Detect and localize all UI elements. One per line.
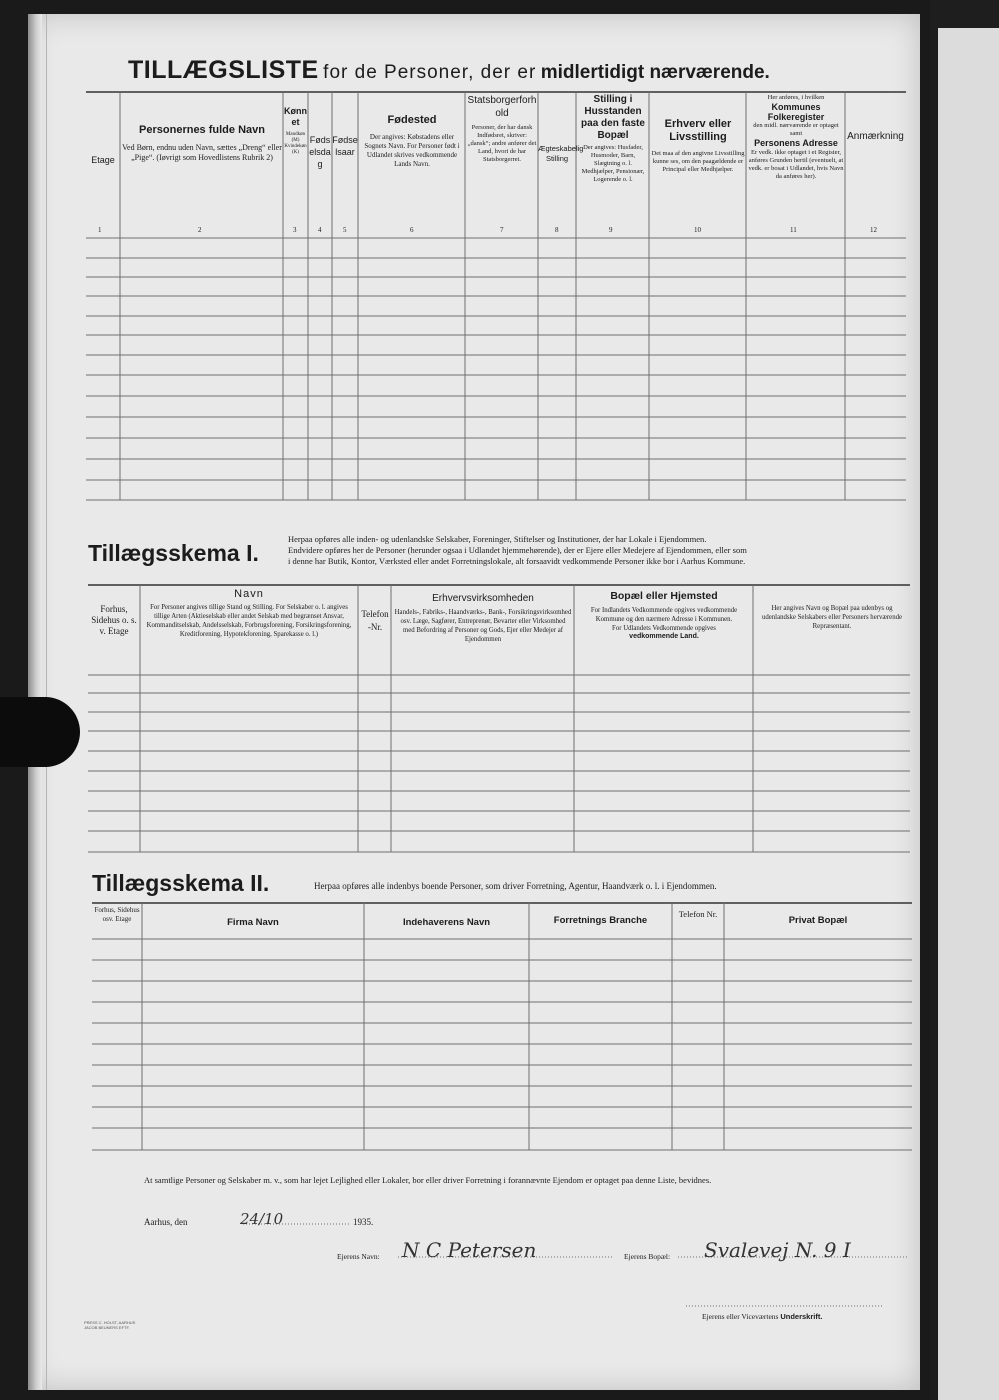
col-num-10: 10 xyxy=(694,226,701,234)
signature-label: Ejerens eller Viceværtens xyxy=(702,1312,779,1321)
signature-caption xyxy=(702,1312,822,1321)
skema1-bopael-desc2: For Udlandets Vedkommende opgives xyxy=(612,625,716,632)
skema1-line1: Herpaa opføres alle inden- og udenlandske Selskaber, Foreninger, Stiftelser og Institutioner, der har Lokale i Ejendommen. xyxy=(288,534,707,544)
col-num-3: 3 xyxy=(293,226,297,234)
col-stilling-header xyxy=(577,94,649,184)
skema1-bopael-desc1: For Indlandets Vedkommende opgives vedkommende Kommune og den nærmere Adresse i Kommunen. xyxy=(590,607,738,623)
col11-top: Her anføres, i hvilken xyxy=(767,94,825,101)
date-handwritten: 24/10 xyxy=(240,1210,284,1228)
skema2-col-branche: Forretnings Branche xyxy=(553,915,648,926)
col-stilling-title: Stilling i Husstanden paa den faste Bopæl xyxy=(581,94,645,141)
col-num-8: 8 xyxy=(555,226,559,234)
col-num-4: 4 xyxy=(318,226,322,234)
col-foedested-desc: Der angives: Købstadens eller Sognets Navn. For Personer født i Udlandet skrives vedkommende Lands Navn. xyxy=(364,133,460,168)
col-koennet-title: Kønnet xyxy=(284,106,307,127)
document-page xyxy=(28,14,920,1390)
skema2-col-privat: Privat Bopæl xyxy=(788,915,848,926)
col-stilling-desc: Der angives: Husfader, Husmoder, Barn, Slægtning o. l. Medhjælper, Pensionær, Logerende o. l. xyxy=(581,144,645,183)
owner-addr: Svalevej N. 9 I xyxy=(704,1238,851,1262)
skema2-col-telefon: Telefon Nr. xyxy=(678,909,718,919)
skema1-col-bopael xyxy=(576,590,752,641)
skema2-col-etage: Forhus, Sidehus osv. Etage xyxy=(94,906,140,923)
col-navn-title: Personernes fulde Navn xyxy=(139,124,265,136)
col-adresse-header xyxy=(747,94,845,181)
skema1-line3: i denne har Butik, Kontor, Værksted eller andet Forretningslokale, alt forsaavidt vedkommende Personer ikke bor i Aarhus Kommune. xyxy=(288,556,746,566)
col-koennet-header xyxy=(283,106,308,156)
col-koennet-desc: Mandkøn (M) Kvindekøn (K) xyxy=(284,132,307,155)
col-foedested-title: Fødested xyxy=(387,114,437,126)
title-big: TILLÆGSLISTE xyxy=(128,56,319,84)
skema2-col-firma: Firma Navn xyxy=(227,917,279,928)
skema1-bopael-bold: vedkommende Land. xyxy=(629,633,699,640)
skema1-col-erhverv xyxy=(394,592,572,644)
col-num-12: 12 xyxy=(870,226,877,234)
col-navn-desc: Ved Børn, endnu uden Navn, sættes „Dreng“ eller „Pige“. (Iøvrigt som Hovedlistens Rubrik 2) xyxy=(122,143,282,162)
owner-name: N C Petersen xyxy=(402,1238,537,1262)
col-erhverv-header xyxy=(650,118,746,174)
skema1-navn-desc: For Personer angives tillige Stand og Stilling. For Selskaber o. l. angives tillige Arten (Aktieselskab eller andet Selskab med begrænset Ansvar, Kommanditselskab, Andelsselskab, Forbrugsforening, Forsikringsforening, Kreditforening, Hypotekforening, Sparekasse o. l.) xyxy=(146,604,352,638)
col-etage-header: Etage xyxy=(91,155,115,165)
col-anmaerkning-header: Anmærkning xyxy=(847,131,904,142)
skema1-bopael-title: Bopæl eller Hjemsted xyxy=(610,590,718,602)
col-aegteskab-header: Ægteskabelig Stilling xyxy=(538,144,584,163)
col-num-2: 2 xyxy=(198,226,202,234)
col-erhverv-title: Erhverv eller Livsstilling xyxy=(664,118,732,143)
skema1-line2: Endvidere opføres her de Personer (herunder ogsaa i Udlandet hjemmehørende), der er Ejere eller Medejere af Ejendommen, eller som xyxy=(288,545,747,555)
title-bold-end: midlertidigt nærværende. xyxy=(540,62,770,83)
col-erhverv-desc: Det maa af den angivne Livsstilling kunne ses, om den paagældende er Principal eller Medhjælper. xyxy=(651,150,745,173)
skema1-erhverv-title: Erhvervsvirksomheden xyxy=(432,593,534,604)
skema1-col-telefon: Telefon-Nr. xyxy=(361,609,389,632)
col-statsborger-title: Statsborgerforhold xyxy=(467,95,537,119)
printer-line2: JACOB BEUNERS EFTF. xyxy=(84,1325,130,1330)
col-foedselsaar-header: Fødselsaar xyxy=(332,135,358,157)
skema1-erhverv-desc: Handels-, Fabriks-, Haandværks-, Bank-, Forsikringsvirksomhed osv. Læge, Sagfører, Entreprenør, Bevarter eller Virksomhed med Befordring af Personer og Gods, Ejer eller Medejer af Ejendommen xyxy=(394,609,572,643)
col-num-9: 9 xyxy=(609,226,613,234)
col11-bold2: Personens Adresse xyxy=(754,138,838,148)
skema1-col-etage: Forhus, Sidehus o. s. v. Etage xyxy=(91,604,137,636)
skema2-intro: Herpaa opføres alle indenbys boende Personer, som driver Forretning, Agentur, Haandværk o. l. i Ejendommen. xyxy=(314,881,717,891)
col-num-5: 5 xyxy=(343,226,347,234)
owner-name-label: Ejerens Navn: xyxy=(337,1252,380,1261)
col-foedselsdag-header: Fødselsdag xyxy=(309,135,331,169)
skema1-col-navn xyxy=(142,588,356,639)
signature-bold: Underskrift. xyxy=(780,1312,823,1321)
col11-bottom: Er vedk. ikke optaget i et Register, anføres Grunden hertil (eventuelt, at vedk. er bosat i Udlandet, hvis Navn da anføres her). xyxy=(748,149,844,180)
skema2-title: Tillægsskema II. xyxy=(92,870,270,896)
col11-bold: Kommunes Folkeregister xyxy=(767,102,825,122)
col-navn-header xyxy=(122,124,282,163)
place-label: Aarhus, den xyxy=(144,1217,188,1227)
col11-mid: den midl. nærværende er optaget samt xyxy=(753,122,839,137)
col-num-6: 6 xyxy=(410,226,414,234)
owner-addr-label: Ejerens Bopæl: xyxy=(624,1252,671,1261)
printer-imprint xyxy=(84,1320,135,1330)
col-statsborger-desc: Personer, der har dansk Indfødsret, skriver: „dansk“; andre anfører det Land, hvori de har Statsborgerret. xyxy=(467,124,537,163)
skema1-col-repr: Her angives Navn og Bopæl paa udenbys og udenlandske Selskabers eller Personers herværende Repræsentant. xyxy=(761,605,903,630)
col-num-1: 1 xyxy=(98,226,102,234)
col-num-7: 7 xyxy=(500,226,504,234)
col-foedested-header xyxy=(360,114,464,169)
skema1-intro xyxy=(288,534,913,567)
declaration-text: At samtlige Personer og Selskaber m. v., som har lejet Lejlighed eller Lokaler, bor eller driver Forretning i forannævnte Ejendom er optaget paa denne Liste, bevidnes. xyxy=(144,1175,712,1185)
scanner-thumb xyxy=(0,697,80,767)
title-rest: for de Personer, der er xyxy=(323,62,537,83)
year-label: 1935. xyxy=(353,1217,374,1227)
printer-line1: PRESS C. HOLST, AARHUS xyxy=(84,1320,136,1325)
skema2-col-indehaver: Indehaverens Navn xyxy=(402,917,491,928)
skema1-title: Tillægsskema I. xyxy=(88,540,259,566)
col-statsborger-header xyxy=(466,94,538,164)
col-num-11: 11 xyxy=(790,226,797,234)
adjacent-page xyxy=(930,0,999,1400)
skema1-navn-title: Navn xyxy=(234,588,264,600)
